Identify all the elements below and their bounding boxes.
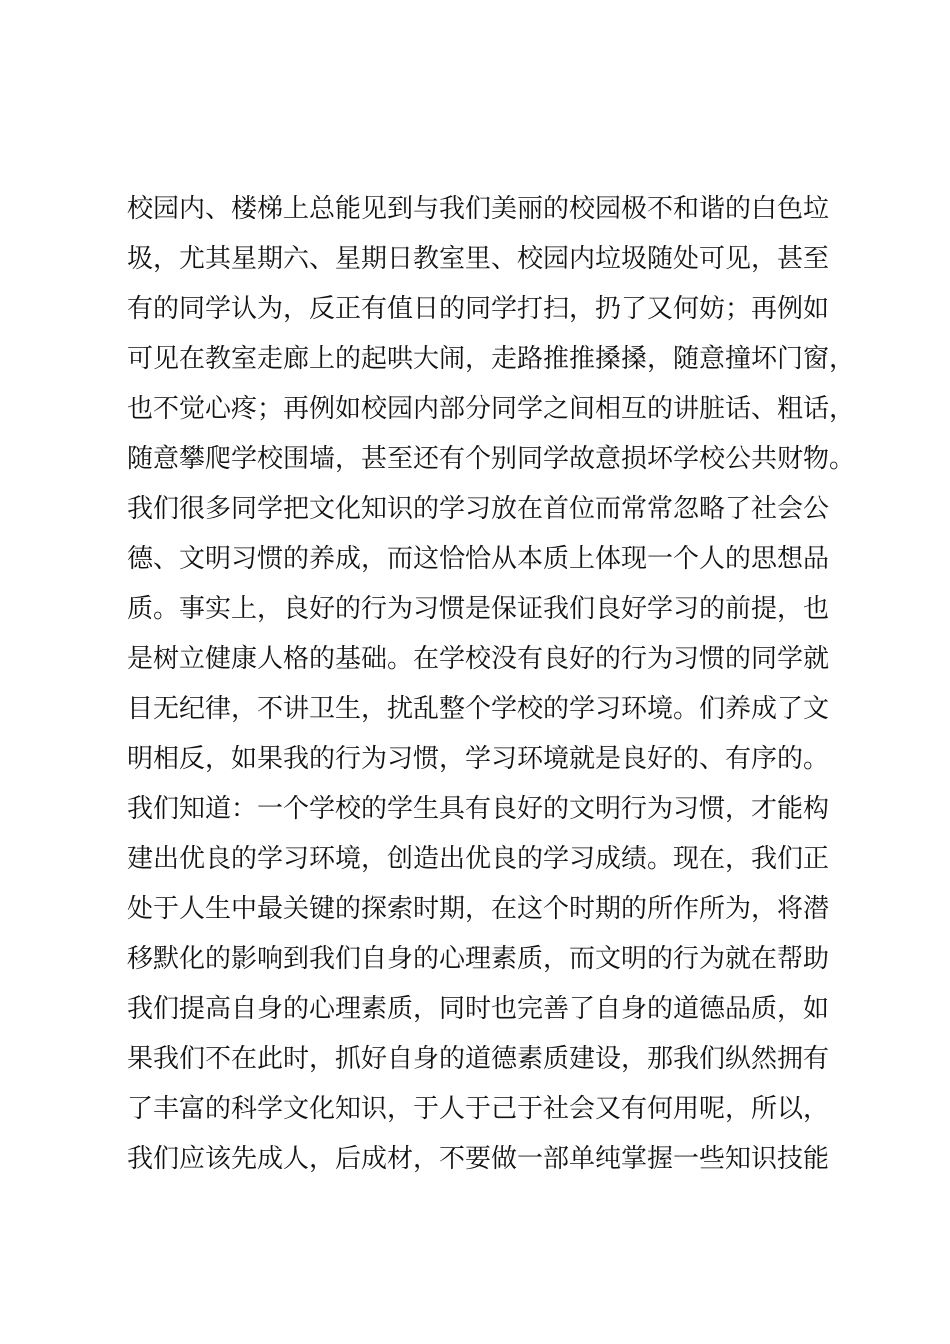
text-line: 我们知道：一个学校的学生具有良好的文明行为习惯，才能构 — [127, 794, 830, 824]
text-line: 我们很多同学把文化知识的学习放在首位而常常忽略了社会公 — [127, 494, 830, 524]
text-line: 我们应该先成人，后成材，不要做一部单纯掌握一些知识技能 — [127, 1144, 830, 1174]
text-line: 处于人生中最关键的探索时期，在这个时期的所作所为，将潜 — [127, 894, 830, 924]
text-line: 移默化的影响到我们自身的心理素质，而文明的行为就在帮助 — [127, 944, 830, 974]
text-line: 随意攀爬学校围墙，甚至还有个别同学故意损坏学校公共财物。 — [127, 444, 856, 474]
text-line: 可见在教室走廊上的起哄大闹，走路推推搡搡，随意撞坏门窗， — [127, 344, 856, 374]
text-line: 有的同学认为，反正有值日的同学打扫，扔了又何妨；再例如 — [127, 294, 830, 324]
text-line: 质。事实上，良好的行为习惯是保证我们良好学习的前提，也 — [127, 594, 830, 624]
text-line: 明相反，如果我的行为习惯，学习环境就是良好的、有序的。 — [127, 744, 830, 774]
text-line: 建出优良的学习环境，创造出优良的学习成绩。现在，我们正 — [127, 844, 830, 874]
text-line: 我们提高自身的心理素质，同时也完善了自身的道德品质，如 — [127, 994, 830, 1024]
text-line: 目无纪律，不讲卫生，扰乱整个学校的学习环境。们养成了文 — [127, 694, 830, 724]
text-line: 是树立健康人格的基础。在学校没有良好的行为习惯的同学就 — [127, 644, 830, 674]
text-line: 德、文明习惯的养成，而这恰恰从本质上体现一个人的思想品 — [127, 544, 830, 574]
text-line: 了丰富的科学文化知识，于人于己于社会又有何用呢，所以， — [127, 1094, 830, 1124]
text-line: 也不觉心疼；再例如校园内部分同学之间相互的讲脏话、粗话， — [127, 394, 856, 424]
text-line: 果我们不在此时，抓好自身的道德素质建设，那我们纵然拥有 — [127, 1044, 830, 1074]
text-line: 圾，尤其星期六、星期日教室里、校园内垃圾随处可见，甚至 — [127, 244, 830, 274]
text-line: 校园内、楼梯上总能见到与我们美丽的校园极不和谐的白色垃 — [127, 194, 830, 224]
body-text — [127, 184, 867, 1184]
